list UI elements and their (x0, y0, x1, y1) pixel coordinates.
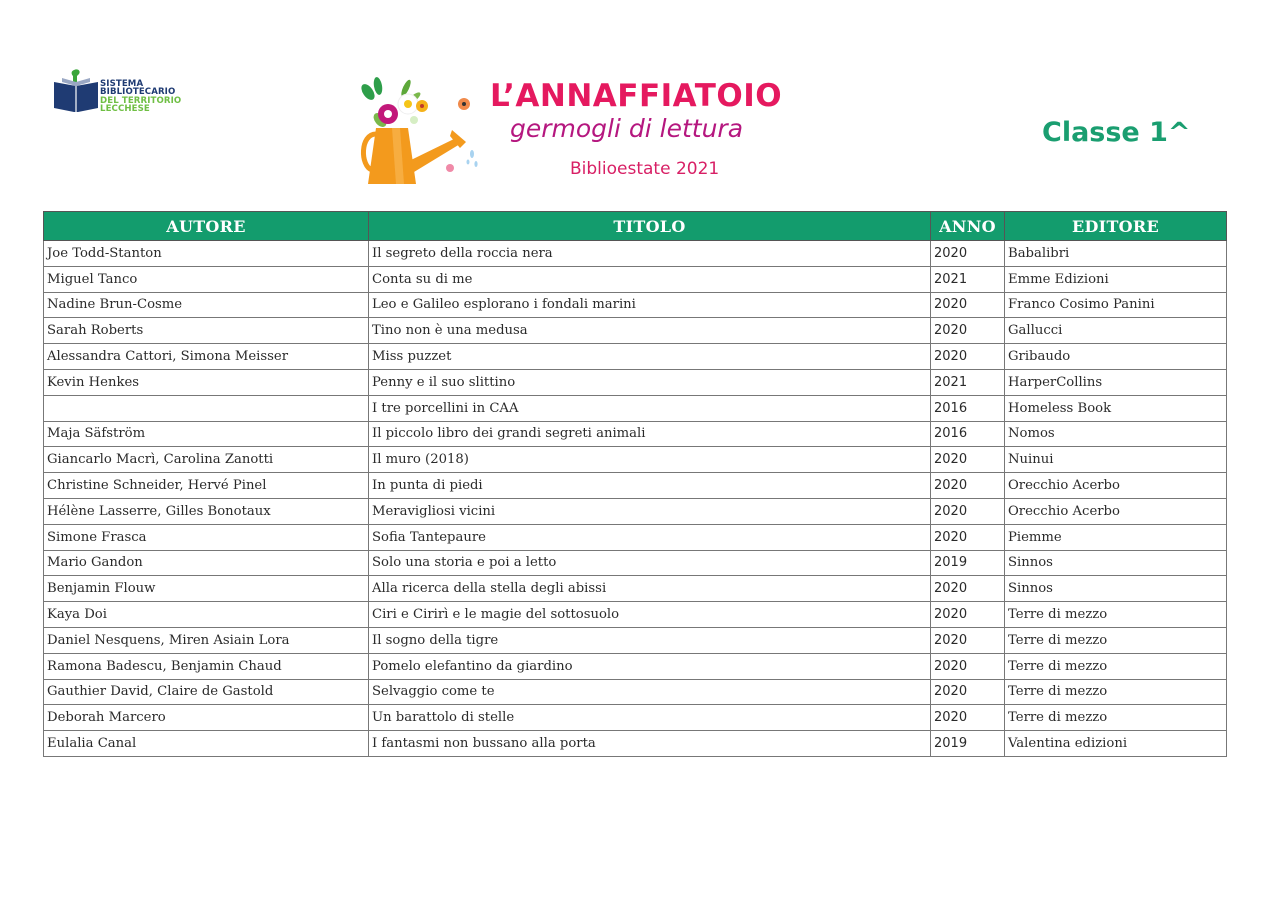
cell-editore: HarperCollins (1005, 369, 1227, 395)
cell-titolo: Selvaggio come te (369, 679, 931, 705)
cell-titolo: Il sogno della tigre (369, 627, 931, 653)
cell-titolo: Pomelo elefantino da giardino (369, 653, 931, 679)
table-row (44, 292, 1227, 318)
cell-anno: 2021 (931, 266, 1005, 292)
cell-anno: 2020 (931, 602, 1005, 628)
column-header-titolo: TITOLO (369, 212, 931, 241)
column-header-autore: AUTORE (44, 212, 369, 241)
table-row (44, 524, 1227, 550)
cell-autore: Joe Todd-Stanton (44, 241, 369, 267)
cell-titolo: Meravigliosi vicini (369, 498, 931, 524)
cell-autore: Ramona Badescu, Benjamin Chaud (44, 653, 369, 679)
cell-anno: 2020 (931, 653, 1005, 679)
column-header-editore: EDITORE (1005, 212, 1227, 241)
cell-autore: Nadine Brun-Cosme (44, 292, 369, 318)
table-row (44, 627, 1227, 653)
cell-autore: Kaya Doi (44, 602, 369, 628)
table-row (44, 241, 1227, 267)
cell-editore: Babalibri (1005, 241, 1227, 267)
cell-titolo: Il segreto della roccia nera (369, 241, 931, 267)
cell-titolo: Leo e Galileo esplorano i fondali marini (369, 292, 931, 318)
table-row (44, 266, 1227, 292)
cell-anno: 2019 (931, 731, 1005, 757)
cell-autore: Alessandra Cattori, Simona Meisser (44, 344, 369, 370)
cell-editore: Franco Cosimo Panini (1005, 292, 1227, 318)
cell-autore: Hélène Lasserre, Gilles Bonotaux (44, 498, 369, 524)
table-row (44, 602, 1227, 628)
library-system-logo (54, 68, 194, 118)
table-row (44, 679, 1227, 705)
cell-autore: Sarah Roberts (44, 318, 369, 344)
cell-titolo: Ciri e Cirirì e le magie del sottosuolo (369, 602, 931, 628)
event-subtitle: germogli di lettura (510, 114, 744, 143)
cell-anno: 2016 (931, 421, 1005, 447)
cell-anno: 2020 (931, 344, 1005, 370)
cell-autore: Deborah Marcero (44, 705, 369, 731)
cell-autore: Maja Säfström (44, 421, 369, 447)
cell-titolo: Tino non è una medusa (369, 318, 931, 344)
library-logo-text (100, 80, 181, 114)
cell-editore: Nomos (1005, 421, 1227, 447)
cell-anno: 2020 (931, 292, 1005, 318)
cell-editore: Terre di mezzo (1005, 602, 1227, 628)
cell-anno: 2020 (931, 318, 1005, 344)
column-header-anno: ANNO (931, 212, 1005, 241)
class-label: Classe 1^ (1042, 117, 1191, 148)
cell-anno: 2020 (931, 498, 1005, 524)
cell-titolo: I fantasmi non bussano alla porta (369, 731, 931, 757)
cell-anno: 2020 (931, 576, 1005, 602)
table-row (44, 705, 1227, 731)
cell-anno: 2020 (931, 447, 1005, 473)
cell-titolo: Penny e il suo slittino (369, 369, 931, 395)
cell-anno: 2020 (931, 241, 1005, 267)
event-title: L’ANNAFFIATOIO (490, 78, 783, 114)
cell-anno: 2016 (931, 395, 1005, 421)
cell-editore: Emme Edizioni (1005, 266, 1227, 292)
table-row (44, 447, 1227, 473)
cell-titolo: Alla ricerca della stella degli abissi (369, 576, 931, 602)
cell-titolo: Il piccolo libro dei grandi segreti animali (369, 421, 931, 447)
cell-titolo: Sofia Tantepaure (369, 524, 931, 550)
cell-editore: Sinnos (1005, 550, 1227, 576)
cell-anno: 2020 (931, 524, 1005, 550)
cell-autore: Giancarlo Macrì, Carolina Zanotti (44, 447, 369, 473)
cell-editore: Gribaudo (1005, 344, 1227, 370)
cell-editore: Sinnos (1005, 576, 1227, 602)
cell-autore: Miguel Tanco (44, 266, 369, 292)
cell-autore: Eulalia Canal (44, 731, 369, 757)
table-row (44, 344, 1227, 370)
cell-titolo: Miss puzzet (369, 344, 931, 370)
cell-editore: Orecchio Acerbo (1005, 498, 1227, 524)
library-logo-line: BIBLIOTECARIO (100, 87, 176, 98)
cell-autore: Kevin Henkes (44, 369, 369, 395)
cell-autore: Mario Gandon (44, 550, 369, 576)
library-logo-line: DEL TERRITORIO (100, 95, 182, 106)
library-logo-line: SISTEMA (100, 79, 144, 89)
cell-anno: 2019 (931, 550, 1005, 576)
cell-editore: Gallucci (1005, 318, 1227, 344)
cell-anno: 2021 (931, 369, 1005, 395)
cell-autore: Gauthier David, Claire de Gastold (44, 679, 369, 705)
table-row (44, 550, 1227, 576)
cell-anno: 2020 (931, 679, 1005, 705)
table-row (44, 369, 1227, 395)
library-logo-line: LECCHESE (100, 104, 150, 115)
cell-autore: Benjamin Flouw (44, 576, 369, 602)
cell-titolo: Il muro (2018) (369, 447, 931, 473)
table-row (44, 318, 1227, 344)
table-row (44, 576, 1227, 602)
cell-autore: Christine Schneider, Hervé Pinel (44, 473, 369, 499)
cell-autore: Simone Frasca (44, 524, 369, 550)
cell-anno: 2020 (931, 627, 1005, 653)
cell-editore: Valentina edizioni (1005, 731, 1227, 757)
event-logo (356, 76, 816, 188)
book-list-table (43, 211, 1227, 757)
cell-titolo: Un barattolo di stelle (369, 705, 931, 731)
table-row (44, 653, 1227, 679)
cell-titolo: In punta di piedi (369, 473, 931, 499)
cell-autore (44, 395, 369, 421)
open-book-logo-icon (54, 68, 100, 114)
table-header-row (44, 212, 1227, 241)
cell-editore: Nuinui (1005, 447, 1227, 473)
cell-titolo: Conta su di me (369, 266, 931, 292)
table-row (44, 731, 1227, 757)
event-edition: Biblioestate 2021 (570, 159, 720, 179)
cell-autore: Daniel Nesquens, Miren Asiain Lora (44, 627, 369, 653)
cell-editore: Terre di mezzo (1005, 653, 1227, 679)
table-row (44, 498, 1227, 524)
cell-editore: Terre di mezzo (1005, 705, 1227, 731)
cell-editore: Homeless Book (1005, 395, 1227, 421)
table-row (44, 395, 1227, 421)
table-row (44, 473, 1227, 499)
cell-editore: Piemme (1005, 524, 1227, 550)
cell-anno: 2020 (931, 473, 1005, 499)
cell-editore: Terre di mezzo (1005, 679, 1227, 705)
cell-anno: 2020 (931, 705, 1005, 731)
cell-titolo: Solo una storia e poi a letto (369, 550, 931, 576)
table-row (44, 421, 1227, 447)
cell-titolo: I tre porcellini in CAA (369, 395, 931, 421)
cell-editore: Orecchio Acerbo (1005, 473, 1227, 499)
cell-editore: Terre di mezzo (1005, 627, 1227, 653)
watering-can-flowers-icon (356, 76, 486, 188)
